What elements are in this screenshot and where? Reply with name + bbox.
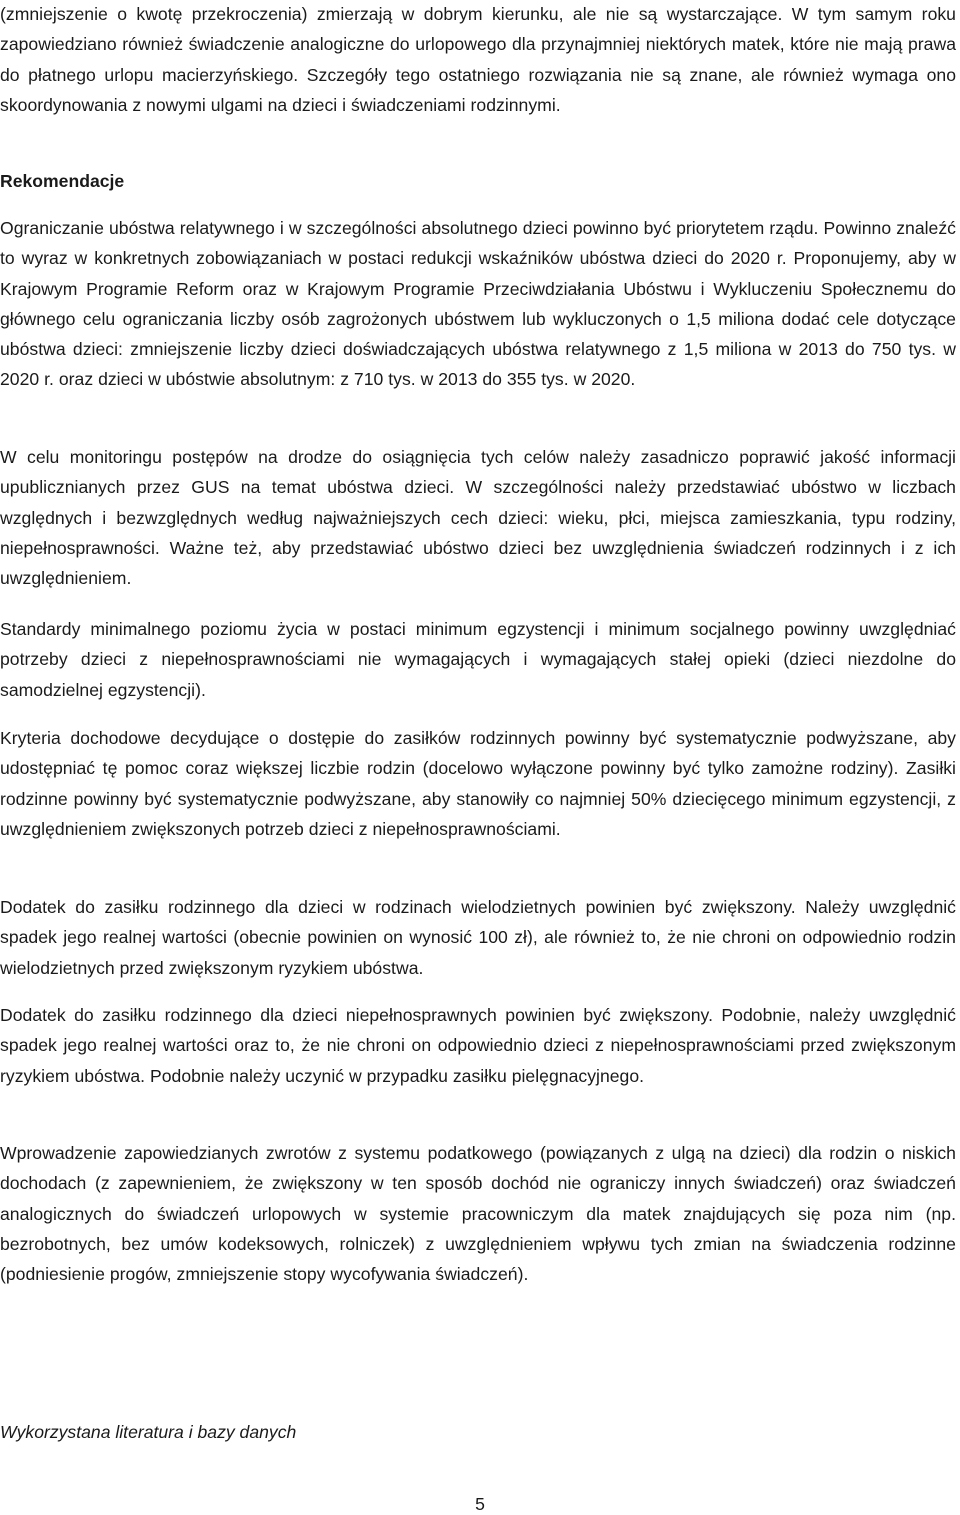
paragraph-recommendation-7: Wprowadzenie zapowiedzianych zwrotów z systemu podatkowego (powiązanych z ulgą na dzieci) dla rodzin o niskich dochodach (z zapewnieniem, że zwiększony w ten sposób dochód nie ograniczy innych świadczeń) oraz świadczeń analogicznych do świadczeń urlopowych w systemie pracowniczym dla matek znajdujących się poza nim (np. bezrobotnych, bez umów kodeksowych, rolniczek) z uwzględnieniem wpływu tych zmian na świadczenia rodzinne (podniesienie progów, zmniejszenie stopy wycofywania świadczeń).: [0, 1143, 956, 1285]
paragraph-recommendation-5: Dodatek do zasiłku rodzinnego dla dzieci w rodzinach wielodzietnych powinien być zwiększony. Należy uwzględnić spadek jego realnej wartości (obecnie powinien on wynosić 100 zł), ale również to, że nie chroni on odpowiednio rodzin wielodzietnych przed zwiększonym ryzykiem ubóstwa.: [0, 897, 956, 978]
paragraph-recommendation-2: W celu monitoringu postępów na drodze do osiągnięcia tych celów należy zasadniczo poprawić jakość informacji upublicznianych przez GUS na temat ubóstwa dzieci. W szczególności należy przedstawiać ubóstwo w liczbach względnych i bezwzględnych według najważniejszych cech dzieci: wieku, płci, miejsca zamieszkania, typu rodziny, niepełnosprawności. Ważne też, aby przedstawiać ubóstwo dzieci bez uwzględnienia świadczeń rodzinnych i z ich uwzględnieniem.: [0, 447, 956, 589]
paragraph-recommendation-4: Kryteria dochodowe decydujące o dostępie do zasiłków rodzinnych powinny być systematycznie podwyższane, aby udostępniać tę pomoc coraz większej liczbie rodzin (docelowo wyłączone powinny być tylko zamożne rodziny). Zasiłki rodzinne powinny być systematycznie podwyższane, aby stanowiły co najmniej 50% dziecięcego minimum egzystencji, z uwzględnieniem zwiększonych potrzeb dzieci z niepełnosprawnościami.: [0, 728, 956, 839]
paragraph-recommendation-1: Ograniczanie ubóstwa relatywnego i w szczególności absolutnego dzieci powinno być priorytetem rządu. Powinno znaleźć to wyraz w konkretnych zobowiązaniach w postaci redukcji wskaźników ubóstwa dzieci do 2020 r. Proponujemy, aby w Krajowym Programie Reform oraz w Krajowym Programie Przeciwdziałania Ubóstwu i Wykluczeniu Społecznemu do głównego celu ograniczania liczby osób zagrożonych ubóstwem lub wykluczonych o 1,5 miliona dodać cele dotyczące ubóstwa dzieci: zmniejszenie liczby dzieci doświadczających ubóstwa relatywnego z 1,5 miliona w 2013 do 750 tys. w 2020 r. oraz dzieci w ubóstwie absolutnym: z 710 tys. w 2013 do 355 tys. w 2020.: [0, 218, 956, 390]
section-heading-rekomendacje: Rekomendacje: [0, 171, 125, 191]
paragraph-recommendation-3: Standardy minimalnego poziomu życia w postaci minimum egzystencji i minimum socjalnego powinny uwzględniać potrzeby dzieci z niepełnosprawnościami nie wymagających i wymagających stałej opieki (dzieci niezdolne do samodzielnej egzystencji).: [0, 619, 956, 700]
page-number: 5: [475, 1494, 485, 1514]
paragraph-recommendation-6: Dodatek do zasiłku rodzinnego dla dzieci niepełnosprawnych powinien być zwiększony. Podobnie, należy uwzględnić spadek jego realnej wartości oraz to, że nie chroni on odpowiednio dzieci z niepełnosprawnościami przed zwiększonym ryzykiem ubóstwa. Podobnie należy uczynić w przypadku zasiłku pielęgnacyjnego.: [0, 1005, 956, 1086]
paragraph-intro: (zmniejszenie o kwotę przekroczenia) zmierzają w dobrym kierunku, ale nie są wystarczające. W tym samym roku zapowiedziano również świadczenie analogiczne do urlopowego dla przynajmniej niektórych matek, które nie mają prawa do płatnego urlopu macierzyńskiego. Szczegóły tego ostatniego rozwiązania nie są znane, ale również wymaga ono skoordynowania z nowymi ulgami na dzieci i świadczeniami rodzinnymi.: [0, 4, 956, 115]
literature-heading: Wykorzystana literatura i bazy danych: [0, 1422, 297, 1442]
